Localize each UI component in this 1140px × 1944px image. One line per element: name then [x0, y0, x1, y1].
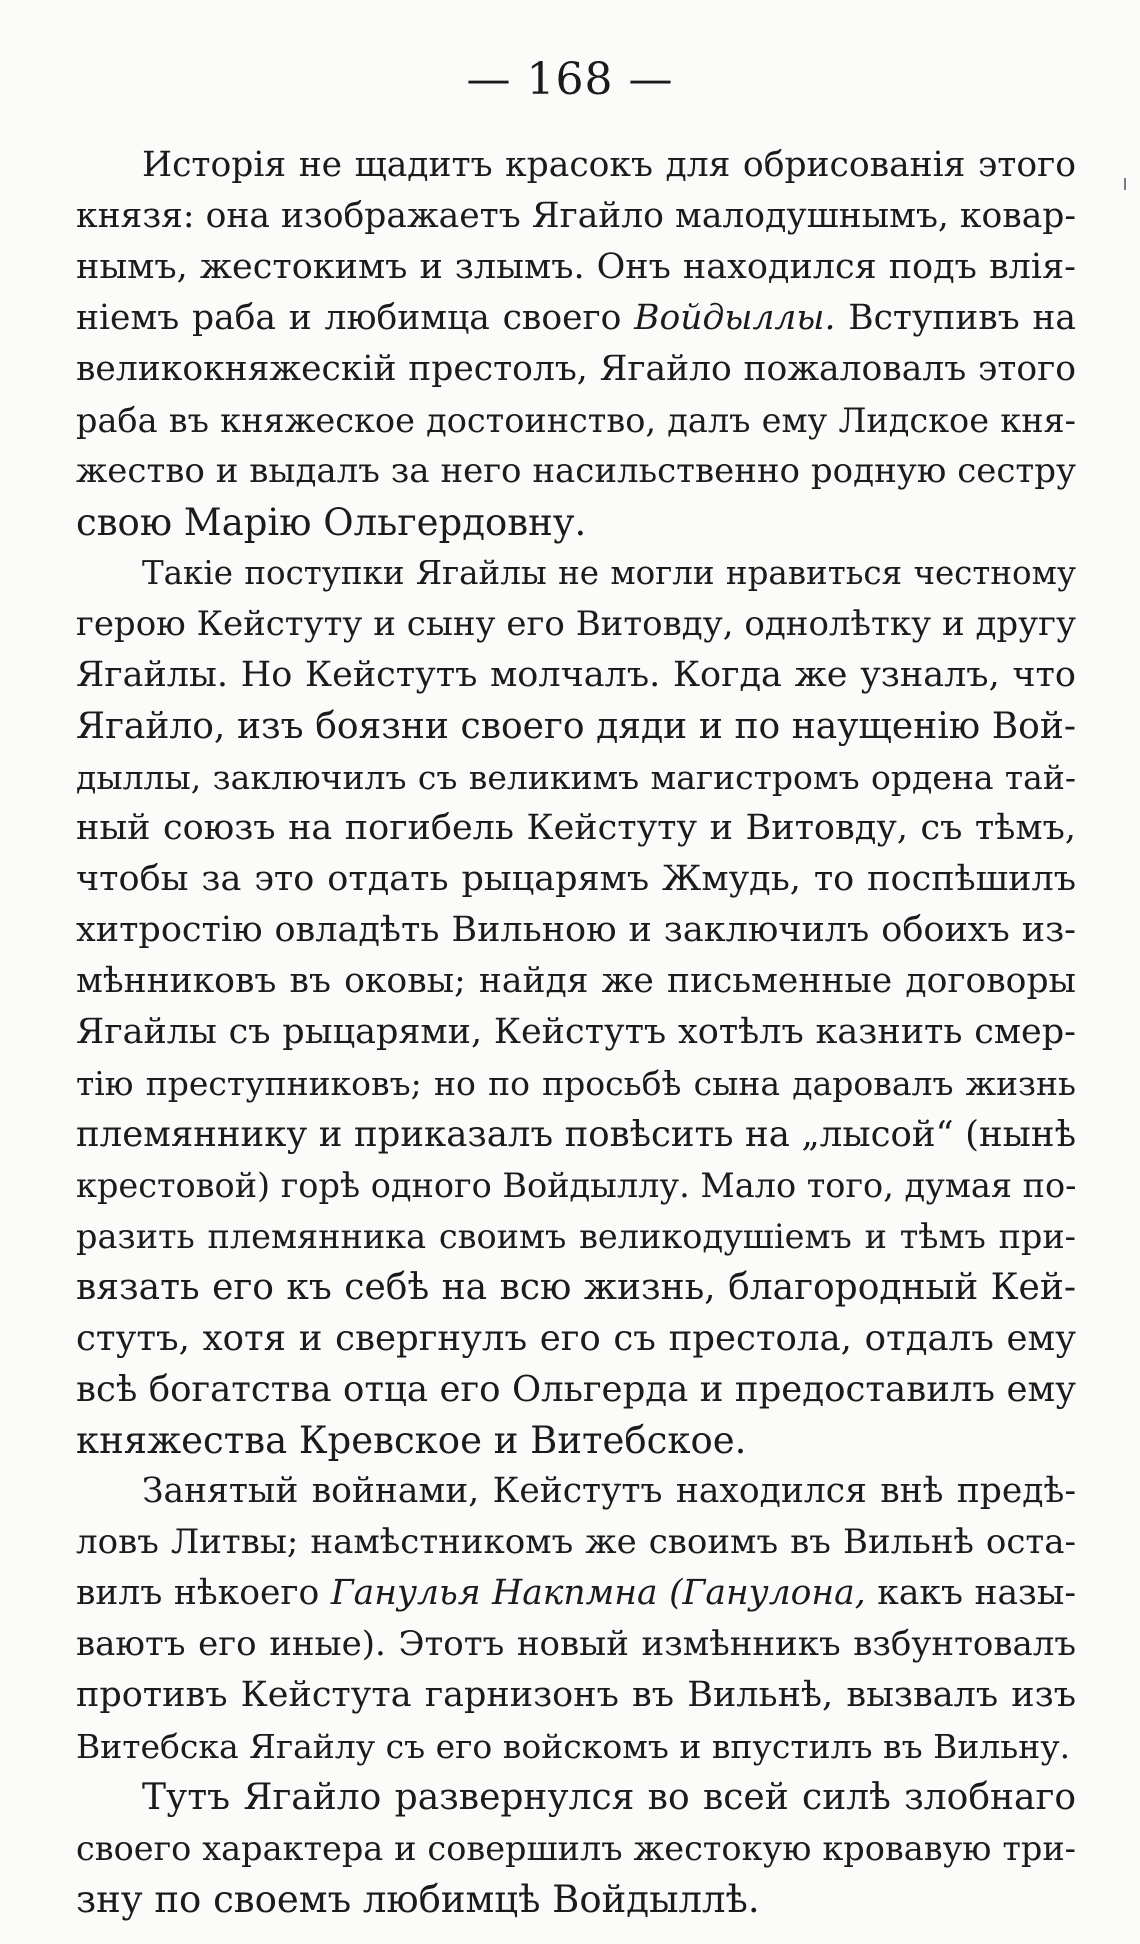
- text-line: князя: она изображаетъ Ягайло малодушнымъ, ковар-: [76, 196, 1076, 236]
- text-line: Такіе поступки Ягайлы не могли нравиться честному: [142, 554, 1076, 592]
- text-line: ваютъ его иные). Этотъ новый измѣнникъ взбунтовалъ: [76, 1624, 1076, 1664]
- text-line: [76, 1568, 1076, 1619]
- text-line: [76, 293, 1076, 344]
- text-line: всѣ богатства отца его Ольгерда и предоставилъ ему: [76, 1369, 1076, 1410]
- text-line: своего характера и совершилъ жестокую кровавую три-: [76, 1829, 1076, 1868]
- text-line: Ягайлы съ рыцарями, Кейстутъ хотѣлъ казнить смер-: [76, 1012, 1076, 1052]
- text-line: Тутъ Ягайло развернулся во всей силѣ злобнаго: [142, 1777, 1076, 1818]
- text-line: вязать его къ себѣ на всю жизнь, благородный Кей-: [76, 1267, 1076, 1308]
- paragraph: [76, 140, 1076, 548]
- text-line: герою Кейстуту и сыну его Витовду, однолѣтку и другу: [76, 604, 1076, 644]
- italic-name: Войдыллы.: [634, 298, 836, 338]
- text-line: Ягайлы. Но Кейстутъ молчалъ. Когда же узналъ, что: [76, 655, 1076, 695]
- page-body: [76, 140, 1076, 1925]
- text-line: раба въ княжеское достоинство, далъ ему Лидское кня-: [76, 401, 1076, 440]
- text-line: чтобы за это отдать рыцарямъ Жмудь, то поспѣшилъ: [76, 859, 1076, 899]
- text-line: хитростію овладѣть Вильною и заключилъ обоихъ из-: [76, 910, 1076, 950]
- text-line: княжества Кревское и Витебское.: [76, 1419, 747, 1462]
- text-line: Ягайло, изъ боязни своего дяди и по наущенію Вой-: [76, 706, 1076, 747]
- text-line: свою Марію Ольгердовну.: [76, 501, 587, 544]
- text-segment: вилъ нѣкоего: [76, 1573, 331, 1613]
- text-line: нымъ, жестокимъ и злымъ. Онъ находился подъ влія-: [76, 247, 1076, 287]
- text-line: племяннику и приказалъ повѣсить на „лысой“ (нынѣ: [76, 1114, 1076, 1155]
- margin-mark: [1124, 178, 1126, 190]
- text-line: ный союзъ на погибель Кейстуту и Витовду, съ тѣмъ,: [76, 808, 1076, 848]
- text-line: Витебска Ягайлу съ его войскомъ и впустилъ въ Вильну.: [76, 1727, 1071, 1766]
- text-line: жество и выдалъ за него насильственно родную сестру: [76, 451, 1076, 491]
- italic-name: Ганулья Накпмна (Ганулона,: [330, 1573, 866, 1613]
- text-segment: Вступивъ на: [835, 298, 1076, 338]
- paragraph: [76, 548, 1076, 1466]
- paragraph: [76, 1466, 1076, 1772]
- text-line: разить племянника своимъ великодушіемъ и тѣмъ при-: [76, 1217, 1076, 1256]
- text-segment: какъ назы-: [865, 1573, 1076, 1613]
- text-line: мѣнниковъ въ оковы; найдя же письменные договоры: [76, 961, 1076, 1001]
- text-line: стутъ, хотя и свергнулъ его съ престола, отдалъ ему: [76, 1318, 1076, 1359]
- text-line: крестовой) горѣ одного Войдыллу. Мало того, думая по-: [76, 1166, 1076, 1205]
- paragraph: [76, 1772, 1076, 1925]
- text-line: Исторія не щадитъ красокъ для обрисованія этого: [142, 145, 1076, 185]
- text-line: тію преступниковъ; но по просьбѣ сына даровалъ жизнь: [76, 1064, 1076, 1103]
- text-segment: ніемъ раба и любимца своего: [76, 298, 635, 338]
- text-line: дыллы, заключилъ съ великимъ магистромъ ордена тай-: [76, 758, 1076, 797]
- text-line: ловъ Литвы; намѣстникомъ же своимъ въ Вильнѣ оста-: [76, 1522, 1076, 1562]
- page-number: — 168 —: [466, 54, 674, 105]
- text-line: великокняжескій престолъ, Ягайло пожаловалъ этого: [76, 349, 1076, 389]
- text-line: Занятый войнами, Кейстутъ находился внѣ предѣ-: [142, 1471, 1076, 1511]
- text-line: противъ Кейстута гарнизонъ въ Вильнѣ, вызвалъ изъ: [76, 1675, 1076, 1715]
- text-line: зну по своемъ любимцѣ Войдыллѣ.: [76, 1878, 760, 1921]
